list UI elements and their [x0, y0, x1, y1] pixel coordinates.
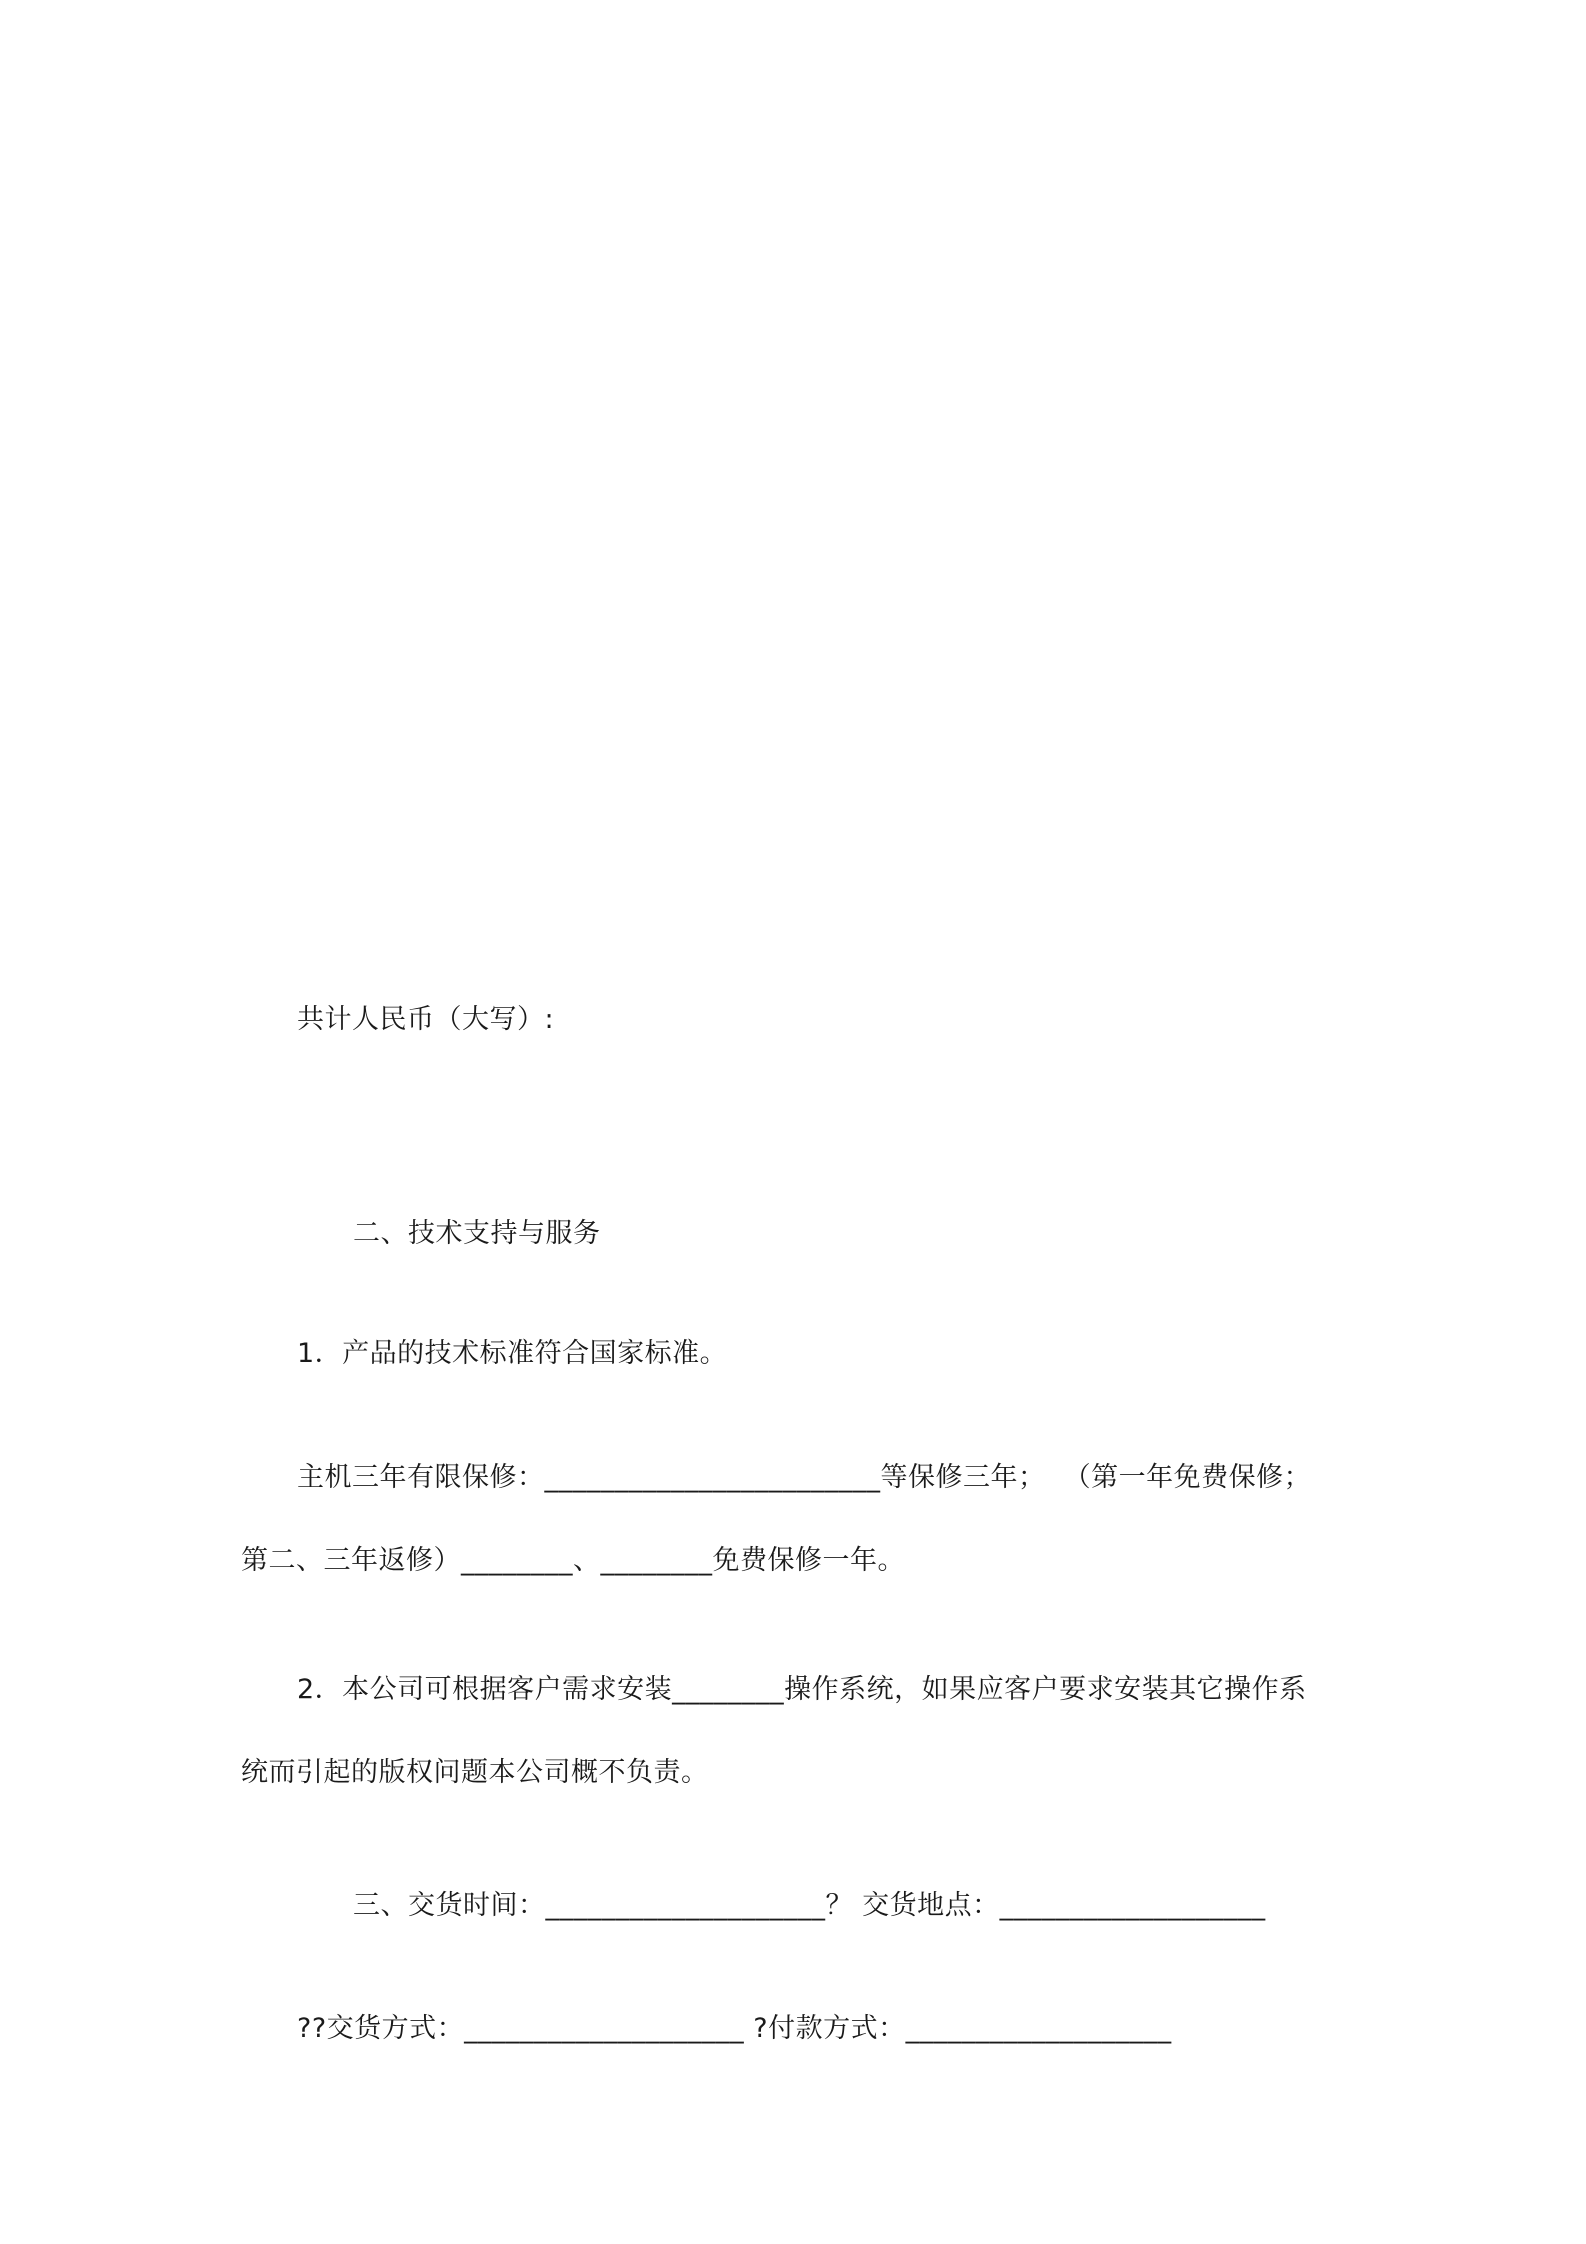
clause-1-standard: 1．产品的技术标准符合国家标准。: [297, 1338, 728, 1369]
section-heading-tech-support: 二、技术支持与服务: [353, 1218, 601, 1249]
clause-2-line-1: 2．本公司可根据客户需求安装________操作系统，如果应客户要求安装其它操作系: [297, 1674, 1307, 1705]
total-amount-label: 共计人民币（大写）:: [297, 1004, 555, 1035]
delivery-payment-method: ??交货方式：____________________ ?付款方式：___________________: [297, 2013, 1172, 2044]
clause-2-line-2: 统而引起的版权问题本公司概不负责。: [241, 1757, 709, 1788]
warranty-line-2: 第二、三年返修）________、________免费保修一年。: [241, 1545, 905, 1576]
warranty-line-1: 主机三年有限保修：________________________等保修三年； （第一年免费保修；: [297, 1462, 1312, 1493]
section-delivery-time-place: 三、交货时间：____________________？ 交货地点：___________________: [353, 1890, 1266, 1921]
